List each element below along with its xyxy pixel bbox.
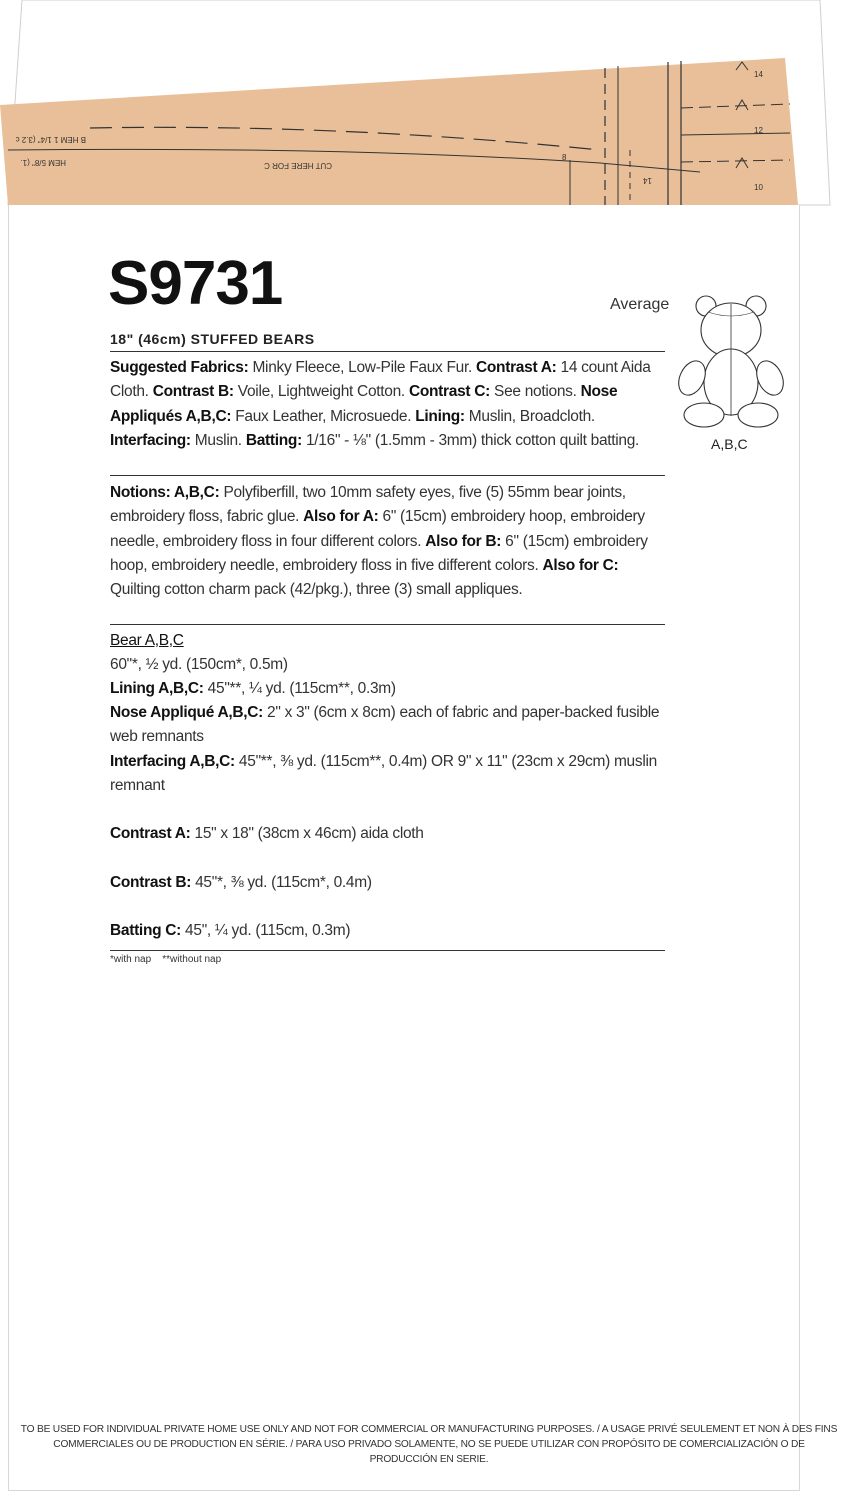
- pattern-mark-8: 8: [562, 153, 567, 162]
- nap-footnote: *with nap **without nap: [110, 954, 222, 965]
- suggested-fabrics: Suggested Fabrics: Minky Fleece, Low-Pile Faux Fur. Contrast A: 14 count Aida Cloth. Contrast B: Voile, Lightweight Cotton. Contrast C: See notions. Nose Appliqués A,B,C: Faux Leather, Microsuede. Lining: Muslin, Broadcloth. Interfacing: Muslin. Batting: 1/16" - ⅛" (1.5mm - 3mm) thick cotton quilt batting.: [110, 359, 651, 449]
- pattern-label-hem: HEM 5/8" (1.: [20, 158, 66, 167]
- divider: [110, 351, 665, 352]
- bear-icon: [676, 290, 786, 440]
- pattern-code: S9731: [108, 249, 283, 318]
- bear-heading: Bear A,B,C: [110, 632, 184, 649]
- pattern-mark-14b: 14: [754, 70, 763, 79]
- pattern-mark-10: 10: [754, 183, 763, 192]
- usage-disclaimer: TO BE USED FOR INDIVIDUAL PRIVATE HOME USE ONLY AND NOT FOR COMMERCIAL OR MANUFACTURING PURPOSES. / A USAGE PRIVÉ SEULEMENT ET NON À DES FINS COMMERCIALES OU DE PRODUCTION EN SÉRIE. / PARA USO PRIVADO SOLAMENTE, NO SE PUEDE UTILIZAR CON PROPÓSITO DE COMERCIALIZACIÓN O DE PRODUCCIÓN EN SERIE.: [20, 1424, 838, 1465]
- divider: [110, 950, 665, 951]
- bear-yardage: 60"*, ½ yd. (150cm*, 0.5m): [110, 656, 288, 673]
- contrast-a-yardage: Contrast A: 15" x 18" (38cm x 46cm) aida cloth: [110, 825, 424, 842]
- pattern-mark-12: 12: [754, 126, 763, 135]
- batting-yardage: Batting C: 45", ¼ yd. (115cm, 0.3m): [110, 922, 351, 939]
- pattern-label-cut-here: CUT HERE FOR C: [264, 161, 332, 170]
- pattern-title: 18" (46cm) STUFFED BEARS: [110, 331, 315, 347]
- pattern-mark-14a: 14: [643, 176, 652, 185]
- divider: [110, 475, 665, 476]
- pattern-label-b-hem: B HEM 1 1/4" (3.2 c: [15, 135, 86, 144]
- divider: [110, 624, 665, 625]
- pattern-tissue-sheet: [0, 0, 858, 210]
- contrast-b-yardage: Contrast B: 45"*, ⅜ yd. (115cm*, 0.4m): [110, 874, 372, 891]
- notions: Notions: A,B,C: Polyfiberfill, two 10mm safety eyes, five (5) 55mm bear joints, embroidery floss, fabric glue. Also for A: 6" (15cm) embroidery hoop, embroidery needle, embroidery floss in four different colors. Also for B: 6" (15cm) embroidery hoop, embroidery needle, embroidery floss in five different colors. Also for C: Quilting cotton charm pack (42/pkg.), three (3) small appliques.: [110, 484, 648, 599]
- interfacing-yardage: Interfacing A,B,C: 45"**, ⅜ yd. (115cm**, 0.4m) OR 9" x 11" (23cm x 29cm) muslin remnant: [110, 753, 657, 794]
- lining-yardage: Lining A,B,C: 45"**, ¼ yd. (115cm**, 0.3m): [110, 680, 396, 697]
- nose-applique-yardage: Nose Appliqué A,B,C: 2" x 3" (6cm x 8cm) each of fabric and paper-backed fusible web remnants: [110, 704, 660, 745]
- view-label: A,B,C: [711, 436, 748, 452]
- difficulty-level: Average: [610, 296, 670, 313]
